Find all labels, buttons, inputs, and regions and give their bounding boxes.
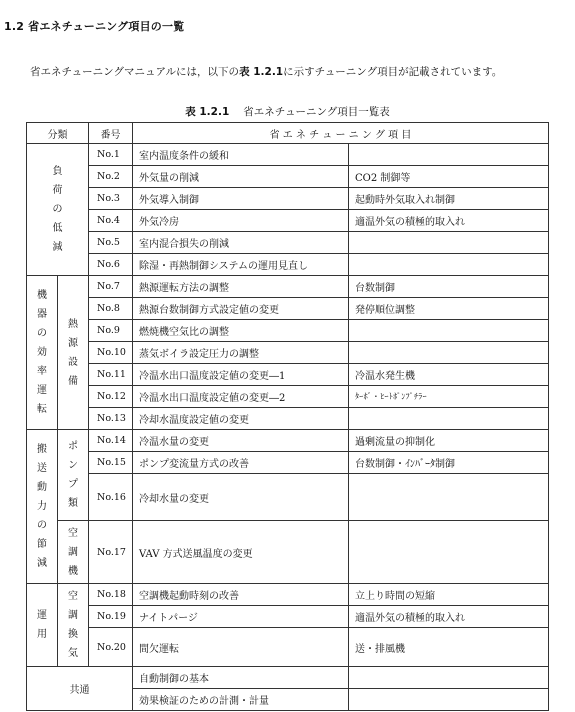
item-number: No.16 bbox=[89, 474, 133, 521]
item-remark: 台数制御・ｲﾝﾊﾞｰﾀ制御 bbox=[348, 452, 548, 474]
category-heat-source: 熱 源 設 備 bbox=[58, 276, 89, 430]
intro-text-before: 省エネチューニングマニュアルには，以下の bbox=[30, 66, 240, 78]
common-item-name: 効果検証のための計測・計量 bbox=[132, 689, 348, 711]
intro-paragraph bbox=[30, 64, 502, 79]
item-number: No.18 bbox=[89, 584, 133, 606]
table-row bbox=[27, 386, 549, 408]
table-row bbox=[27, 144, 549, 166]
category-transport: 搬 送 動 力 の 節 減 bbox=[27, 430, 58, 584]
item-remark bbox=[348, 408, 548, 430]
item-number: No.14 bbox=[89, 430, 133, 452]
item-number: No.3 bbox=[89, 188, 133, 210]
item-remark bbox=[348, 254, 548, 276]
table-caption-title: 省エネチューニング項目一覧表 bbox=[243, 106, 390, 118]
item-number: No.5 bbox=[89, 232, 133, 254]
item-remark: 適温外気の積極的取入れ bbox=[348, 606, 548, 628]
table-row bbox=[27, 298, 549, 320]
table-row bbox=[27, 408, 549, 430]
header-number: 番号 bbox=[89, 123, 133, 144]
item-name: 空調機起動時刻の改善 bbox=[132, 584, 348, 606]
table-row bbox=[27, 320, 549, 342]
table-row bbox=[27, 166, 549, 188]
category-pump: ポ ン プ 類 bbox=[58, 430, 89, 521]
table-row bbox=[27, 667, 549, 689]
item-name: 冷温水出口温度設定値の変更―2 bbox=[132, 386, 348, 408]
item-name: 冷温水量の変更 bbox=[132, 430, 348, 452]
table-row bbox=[27, 474, 549, 521]
item-name: 熱源台数制御方式設定値の変更 bbox=[132, 298, 348, 320]
item-name: 燃焼機空気比の調整 bbox=[132, 320, 348, 342]
item-number: No.6 bbox=[89, 254, 133, 276]
item-remark bbox=[348, 342, 548, 364]
item-remark: 適温外気の積極的取入れ bbox=[348, 210, 548, 232]
item-number: No.12 bbox=[89, 386, 133, 408]
item-name: ポンプ変流量方式の改善 bbox=[132, 452, 348, 474]
section-heading: 1.2 省エネチューニング項目の一覧 bbox=[4, 20, 185, 33]
table-caption-number: 表 1.2.1 bbox=[185, 106, 230, 118]
item-number: No.19 bbox=[89, 606, 133, 628]
category-equipment: 機 器 の 効 率 運 転 bbox=[27, 276, 58, 430]
item-remark bbox=[348, 320, 548, 342]
item-remark: 起動時外気取入れ制御 bbox=[348, 188, 548, 210]
item-remark: ﾀｰﾎﾞ・ﾋｰﾄﾎﾟﾝﾌﾟﾁﾗｰ bbox=[348, 386, 548, 408]
item-remark: 冷温水発生機 bbox=[348, 364, 548, 386]
table-caption bbox=[0, 104, 575, 119]
item-name: 冷却水温度設定値の変更 bbox=[132, 408, 348, 430]
table-row bbox=[27, 521, 549, 584]
header-item: 省 エ ネ チ ュ ー ニ ン グ 項 目 bbox=[132, 123, 548, 144]
table-row bbox=[27, 584, 549, 606]
item-remark bbox=[348, 232, 548, 254]
item-remark: 立上り時間の短縮 bbox=[348, 584, 548, 606]
item-number: No.9 bbox=[89, 320, 133, 342]
table-row bbox=[27, 188, 549, 210]
table-row bbox=[27, 210, 549, 232]
table-row bbox=[27, 342, 549, 364]
item-name: 外気冷房 bbox=[132, 210, 348, 232]
item-name: 室内温度条件の緩和 bbox=[132, 144, 348, 166]
item-remark bbox=[348, 144, 548, 166]
item-number: No.2 bbox=[89, 166, 133, 188]
category-common: 共通 bbox=[27, 667, 133, 711]
table-row bbox=[27, 430, 549, 452]
item-number: No.4 bbox=[89, 210, 133, 232]
item-name: 外気量の削減 bbox=[132, 166, 348, 188]
tuning-items-table bbox=[26, 122, 549, 711]
item-remark: CO2 制御等 bbox=[348, 166, 548, 188]
item-name: 蒸気ボイラ設定圧力の調整 bbox=[132, 342, 348, 364]
item-name: 外気導入制御 bbox=[132, 188, 348, 210]
item-name: 室内混合損失の削減 bbox=[132, 232, 348, 254]
table-reference: 表 1.2.1 bbox=[239, 66, 284, 78]
table-row bbox=[27, 606, 549, 628]
table-row bbox=[27, 254, 549, 276]
intro-text-after: に示すチューニング項目が記載されています。 bbox=[283, 66, 503, 78]
item-name: 熱源運転方法の調整 bbox=[132, 276, 348, 298]
item-name: 冷温水出口温度設定値の変更―1 bbox=[132, 364, 348, 386]
item-name: VAV 方式送風温度の変更 bbox=[132, 521, 348, 584]
table-header-row bbox=[27, 123, 549, 144]
category-load: 負 荷 の 低 減 bbox=[27, 144, 89, 276]
item-name: 間欠運転 bbox=[132, 628, 348, 667]
table-row bbox=[27, 276, 549, 298]
item-number: No.17 bbox=[89, 521, 133, 584]
item-number: No.13 bbox=[89, 408, 133, 430]
item-remark: 過剰流量の抑制化 bbox=[348, 430, 548, 452]
item-name: ナイトパージ bbox=[132, 606, 348, 628]
item-number: No.10 bbox=[89, 342, 133, 364]
category-operation: 運 用 bbox=[27, 584, 58, 667]
category-operation-sub: 空 調 換 気 bbox=[58, 584, 89, 667]
table-row bbox=[27, 452, 549, 474]
common-item-remark bbox=[348, 667, 548, 689]
table-row bbox=[27, 232, 549, 254]
table-row bbox=[27, 364, 549, 386]
item-number: No.15 bbox=[89, 452, 133, 474]
item-remark bbox=[348, 521, 548, 584]
item-name: 除湿・再熱制御システムの運用見直し bbox=[132, 254, 348, 276]
header-category: 分類 bbox=[27, 123, 89, 144]
item-number: No.20 bbox=[89, 628, 133, 667]
item-remark: 台数制御 bbox=[348, 276, 548, 298]
item-number: No.1 bbox=[89, 144, 133, 166]
item-name: 冷却水量の変更 bbox=[132, 474, 348, 521]
common-item-name: 自動制御の基本 bbox=[132, 667, 348, 689]
item-remark: 送・排風機 bbox=[348, 628, 548, 667]
item-number: No.8 bbox=[89, 298, 133, 320]
category-air: 空 調 機 bbox=[58, 521, 89, 584]
item-remark: 発停順位調整 bbox=[348, 298, 548, 320]
common-item-remark bbox=[348, 689, 548, 711]
item-number: No.7 bbox=[89, 276, 133, 298]
item-number: No.11 bbox=[89, 364, 133, 386]
item-remark bbox=[348, 474, 548, 521]
table-row bbox=[27, 628, 549, 667]
